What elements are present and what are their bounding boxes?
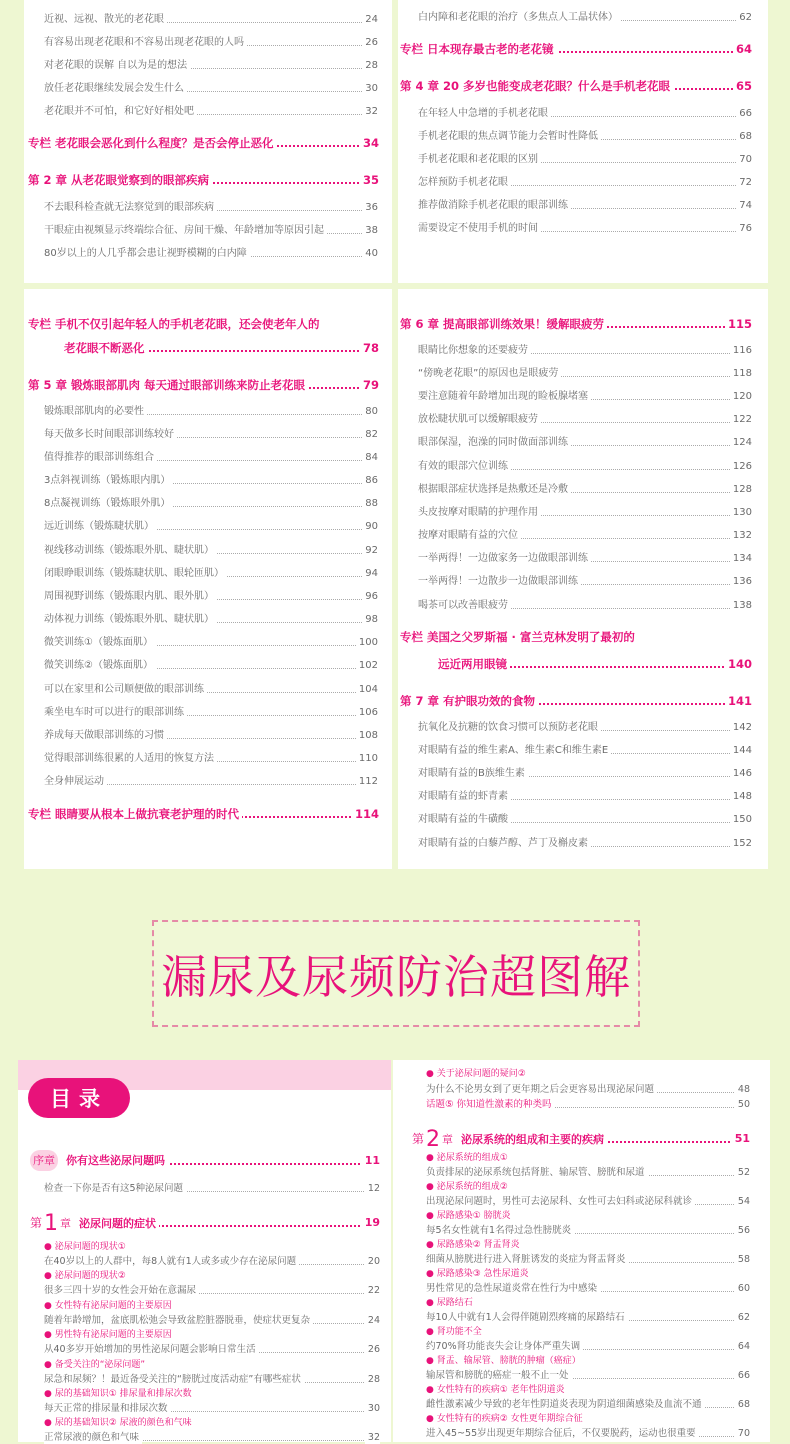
entry-title: 推荐做消除手机老花眼的眼部训练 [418,200,571,212]
entry-title: 可以在家里和公司顺便做的眼部训练 [44,684,207,696]
entry-page: 102 [356,660,378,672]
entry-page: 72 [736,177,752,189]
entry-page: 141 [725,694,752,708]
entry-page: 98 [362,614,378,626]
entry-page: 30 [365,1403,380,1415]
entry-title: 需要设定不使用手机的时间 [418,223,541,235]
entry-page: 38 [362,225,378,237]
entry-page: 104 [356,684,378,696]
entry-title: 对眼睛有益的白藜芦醇、芦丁及槲皮素 [418,838,591,850]
entry-page: 54 [735,1196,750,1208]
entry-page: 32 [362,106,378,118]
entry-title: 闭眼睁眼训练（锻炼睫状肌、眼轮匝肌） [44,568,227,580]
entry-title: 远近两用眼镜 [438,657,510,671]
entry-title: 微笑训练②（锻炼面肌） [44,660,156,672]
entry-title: 白内障和老花眼的治疗（多焦点人工晶状体） [418,12,621,24]
entry-page: 56 [735,1225,750,1237]
entry-title: 远近训练（锻炼睫状肌） [44,521,157,533]
entry-title: 在年轻人中急增的手机老花眼 [418,108,551,120]
section-label: ● 尿路结石 [426,1298,473,1308]
entry-title: 尿急和尿频？！最近备受关注的“膀胱过度活动症”有哪些症状 [44,1374,304,1386]
entry-title: 根据眼部症状选择是热敷还是冷敷 [418,484,571,496]
entry-page: 66 [736,108,752,120]
entry-title: 输尿管和膀胱的癌症一般不止一处 [426,1370,572,1382]
section-label: ● 尿的基础知识② 尿液的颜色和气味 [44,1418,192,1428]
chapter-suffix: 章 [60,1217,72,1230]
entry-title: 喝茶可以改善眼疲劳 [418,600,511,612]
entry-title: 对老花眼的误解 自以为是的想法 [44,60,190,72]
entry-page: 28 [362,60,378,72]
entry-page: 150 [730,814,752,826]
entry-title: 话题⑤ 你知道性激素的种类吗 [426,1099,555,1111]
entry-title: 第 6 章 提高眼部训练效果！缓解眼疲劳 [400,317,607,331]
section-label: ● 泌尿系统的组成① [426,1153,508,1163]
entry-title: 第 2 章 从老花眼觉察到的眼部疾病 [28,173,212,187]
entry-title: 乘坐电车时可以进行的眼部训练 [44,707,187,719]
section-label: ● 尿路感染① 膀胱炎 [426,1211,511,1221]
section-label: ● 泌尿问题的现状① [44,1242,126,1252]
entry-title: 觉得眼部训练很累的人适用的恢复方法 [44,753,217,765]
entry-title [30,1211,159,1236]
entry-page: 152 [730,838,752,850]
entry-page: 106 [356,707,378,719]
entry-page: 94 [362,568,378,580]
entry-title: 每天正常的排尿量和排尿次数 [44,1403,171,1415]
entry-page: 110 [356,753,378,765]
entry-title: 放松睫状肌可以缓解眼疲劳 [418,414,541,426]
entry-page: 11 [362,1154,380,1168]
entry-title: 每5名女性就有1名得过急性膀胱炎 [426,1225,574,1237]
entry-page: 34 [360,136,379,150]
entry-page: 114 [352,807,379,821]
entry-title [30,1154,168,1168]
section-label: ● 男性特有泌尿问题的主要原因 [44,1330,172,1340]
entry-title: 视线移动训练（锻炼眼外肌、睫状肌） [44,545,217,557]
entry-title: 对眼睛有益的牛磺酸 [418,814,511,826]
entry-title: 专栏 老花眼会恶化到什么程度？是否会停止恶化 [28,136,277,150]
entry-title: 第 7 章 有护眼功效的食物 [400,694,538,708]
entry-title: 近视、远视、散光的老花眼 [44,14,167,26]
entry-page: 122 [730,414,752,426]
entry-page: 48 [735,1084,750,1096]
entry-title: 3点斜视训练（锻炼眼内肌） [44,475,173,487]
entry-title: 专栏 日本现存最古老的老花镜 [400,42,557,56]
section-label: ● 泌尿问题的现状② [44,1271,126,1281]
chapter-number: 2 [426,1127,441,1152]
entry-page: 68 [736,131,752,143]
section-label: ● 尿的基础知识① 排尿量和排尿次数 [44,1389,192,1399]
section-label: ● 女性特有泌尿问题的主要原因 [44,1301,172,1311]
entry-title: 对眼睛有益的维生素A、维生素C和维生素E [418,745,611,757]
entry-page: 96 [362,591,378,603]
chapter-title: 你有这些泌尿问题吗 [66,1154,165,1167]
entry-page: 12 [365,1183,380,1195]
mulu-badge [28,1078,130,1118]
entry-title: 手机老花眼的焦点调节能力会暂时性降低 [418,131,601,143]
entry-page: 92 [362,545,378,557]
section-label: ● 女性特有的疾病① 老年性阴道炎 [426,1385,565,1395]
entry-title: 干眼症由视频显示终端综合征、房间干燥、年龄增加等原因引起 [44,225,327,237]
entry-title: 抗氧化及抗糖的饮食习惯可以预防老花眼 [418,722,601,734]
entry-title: 专栏 美国之父罗斯福 · 富兰克林发明了最初的 [400,630,638,644]
entry-title: 雌性激素减少导致的老年性阴道炎表现为阴道细菌感染及血流不通 [426,1399,705,1411]
entry-title: 对眼睛有益的虾青素 [418,791,511,803]
entry-title: 检查一下你是否有这5种泌尿问题 [44,1183,186,1195]
entry-page: 82 [362,429,378,441]
entry-title: 男性常见的急性尿道炎常在性行为中感染 [426,1283,600,1295]
entry-page: 108 [356,730,378,742]
entry-page: 35 [360,173,379,187]
entry-page: 118 [730,368,752,380]
entry-title: 80岁以上的人几乎都会患让视野模糊的白内障 [44,248,250,260]
entry-title: 很多三四十岁的女性会开始在意漏尿 [44,1285,199,1297]
entry-title: 全身伸展运动 [44,776,107,788]
entry-page: 60 [735,1283,750,1295]
entry-page: 58 [735,1254,750,1266]
entry-page: 32 [365,1432,380,1444]
chapter-prefix: 第 [412,1132,425,1146]
entry-page: 24 [362,14,378,26]
entry-page: 28 [365,1374,380,1386]
entry-title: 专栏 眼睛要从根本上做抗衰老护理的时代 [28,807,242,821]
entry-title: 有效的眼部穴位训练 [418,461,511,473]
entry-page: 66 [735,1370,750,1382]
entry-title: 每10人中就有1人会得伴随剧烈疼痛的尿路结石 [426,1312,628,1324]
entry-title: 出现泌尿问题时，男性可去泌尿科、女性可去妇科或泌尿科就诊 [426,1196,695,1208]
entry-page: 26 [362,37,378,49]
entry-page: 62 [736,12,752,24]
chapter-prefix: 序章 [30,1150,58,1171]
chapter-title: 泌尿问题的症状 [79,1217,157,1230]
entry-title: 约70%肾功能丧失会让身体严重失调 [426,1341,583,1353]
entry-page: 64 [735,1341,750,1353]
entry-page: 86 [362,475,378,487]
entry-page: 90 [362,521,378,533]
entry-page: 116 [730,345,752,357]
entry-page: 130 [730,507,752,519]
entry-page: 140 [725,657,752,671]
entry-title: 微笑训练①（锻炼面肌） [44,637,156,649]
entry-page: 132 [730,530,752,542]
entry-page: 142 [730,722,752,734]
entry-title: 手机老花眼和老花眼的区别 [418,154,541,166]
entry-page: 30 [362,83,378,95]
entry-page: 26 [365,1344,380,1356]
entry-title: 负责排尿的泌尿系统包括肾脏、输尿管、膀胱和尿道 [426,1167,648,1179]
section-label: ● 泌尿系统的组成② [426,1182,508,1192]
entry-page: 134 [730,553,752,565]
entry-page: 136 [730,576,752,588]
entry-page: 84 [362,452,378,464]
entry-title: 对眼睛有益的B族维生素 [418,768,528,780]
section-label: ● 肾功能不全 [426,1327,482,1337]
entry-page: 20 [365,1256,380,1268]
entry-page: 24 [365,1315,380,1327]
entry-title: 锻炼眼部肌肉的必要性 [44,406,147,418]
banner-title: 漏尿及尿频防治超图解 [161,949,631,1004]
entry-page: 36 [362,202,378,214]
section-label: ● 尿路感染③ 急性尿道炎 [426,1269,529,1279]
entry-title: 头皮按摩对眼睛的护理作用 [418,507,541,519]
entry-title: 有容易出现老花眼和不容易出现老花眼的人吗 [44,37,247,49]
entry-page: 128 [730,484,752,496]
entry-title: 老花眼并不可怕，和它好好相处吧 [44,106,197,118]
section-label: ● 肾盂、输尿管、膀胱的肿瘤（癌症） [426,1356,581,1366]
mulu-label: 目录 [50,1087,108,1111]
entry-page: 80 [362,406,378,418]
entry-title: “傍晚老花眼”的原因也是眼疲劳 [418,368,561,380]
entry-title: 怎样预防手机老花眼 [418,177,511,189]
entry-title: 为什么不论男女到了更年期之后会更容易出现泌尿问题 [426,1084,657,1096]
entry-page: 120 [730,391,752,403]
entry-title: 随着年龄增加，盆底肌松弛会导致盆腔脏器脱垂，使症状更复杂 [44,1315,313,1327]
entry-title: 一举两得！一边做家务一边做眼部训练 [418,553,591,565]
entry-page: 126 [730,461,752,473]
entry-page: 68 [735,1399,750,1411]
entry-title: 眼睛比你想象的还要疲劳 [418,345,531,357]
entry-page: 100 [356,637,378,649]
entry-page: 76 [736,223,752,235]
entry-title: 8点凝视训练（锻炼眼外肌） [44,498,173,510]
entry-title: 在40岁以上的人群中，每8人就有1人或多或少存在泌尿问题 [44,1256,299,1268]
entry-page: 88 [362,498,378,510]
entry-page: 70 [736,154,752,166]
entry-page: 19 [362,1216,380,1230]
entry-title: 值得推荐的眼部训练组合 [44,452,157,464]
entry-title: 要注意随着年龄增加出现的睑板腺堵塞 [418,391,591,403]
entry-page: 65 [733,79,752,93]
entry-page: 112 [356,776,378,788]
entry-page: 138 [730,600,752,612]
entry-title: 从40多岁开始增加的男性泌尿问题会影响日常生活 [44,1344,259,1356]
entry-page: 146 [730,768,752,780]
entry-title: 一举两得！一边散步一边做眼部训练 [418,576,581,588]
entry-page: 144 [730,745,752,757]
entry-title [412,1127,607,1152]
entry-title: 老花眼不断恶化 [64,341,148,355]
entry-page: 52 [735,1167,750,1179]
entry-page: 64 [733,42,752,56]
entry-title: 第 4 章 20 多岁也能变成老花眼？什么是手机老花眼 [400,79,673,93]
entry-title: 每天做多长时间眼部训练较好 [44,429,177,441]
entry-page: 148 [730,791,752,803]
entry-title: 放任老花眼继续发展会发生什么 [44,83,187,95]
section-label: ● 尿路感染② 肾盂肾炎 [426,1240,520,1250]
entry-title: 周围视野训练（锻炼眼内肌、眼外肌） [44,591,217,603]
entry-page: 115 [725,317,752,331]
entry-title: 进入45~55岁出现更年期综合征后，不仅要脱药，运动也很重要 [426,1428,699,1440]
entry-title: 动体视力训练（锻炼眼外肌、睫状肌） [44,614,217,626]
entry-page: 74 [736,200,752,212]
chapter-number: 1 [44,1211,59,1236]
entry-title: 正常尿液的颜色和气味 [44,1432,142,1444]
entry-page: 78 [360,341,379,355]
entry-page: 62 [735,1312,750,1324]
entry-title: 细菌从膀胱进行进入肾脏诱发的炎症为肾盂肾炎 [426,1254,629,1266]
entry-title: 第 5 章 锻炼眼部肌肉 每天通过眼部训练来防止老花眼 [28,378,308,392]
entry-title: 养成每天做眼部训练的习惯 [44,730,167,742]
entry-title: 专栏 手机不仅引起年轻人的手机老花眼，还会使老年人的 [28,317,323,331]
section-label: ● 关于泌尿问题的疑问② [426,1069,526,1079]
entry-title: 眼部保湿，泡澡的同时做面部训练 [418,437,571,449]
entry-title: 不去眼科检查就无法察觉到的眼部疾病 [44,202,217,214]
chapter-suffix: 章 [442,1133,454,1146]
section-label: ● 女性特有的疾病② 女性更年期综合征 [426,1414,583,1424]
entry-page: 51 [732,1132,750,1146]
section-label: ● 备受关注的“泌尿问题” [44,1360,146,1370]
entry-page: 40 [362,248,378,260]
chapter-prefix: 第 [30,1216,43,1230]
chapter-title: 泌尿系统的组成和主要的疾病 [461,1133,605,1146]
entry-page: 70 [735,1428,750,1440]
entry-page: 124 [730,437,752,449]
entry-page: 22 [365,1285,380,1297]
entry-page: 79 [360,378,379,392]
entry-page: 50 [735,1099,750,1111]
entry-title: 按摩对眼睛有益的穴位 [418,530,521,542]
